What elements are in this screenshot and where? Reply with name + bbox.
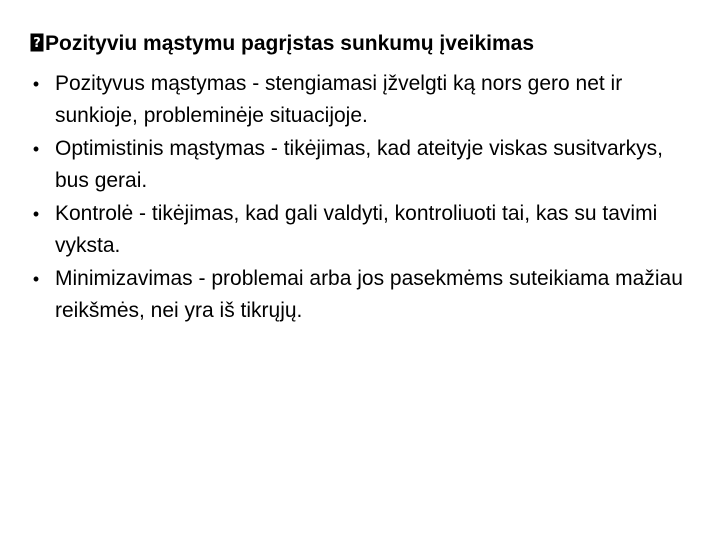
bullet-item-control [30,198,700,262]
bullet-list [30,68,700,328]
bullet-marker: • [32,139,40,159]
bullet-text: Kontrolė - tikėjimas, kad gali valdyti, kontroliuoti tai, kas su tavimi vyksta. [55,202,658,257]
bullet-marker: • [32,269,40,289]
bullet-item-minimization [30,263,700,327]
slide-title-text: Pozityviu mąstymu pagrįstas sunkumų įveikimas [45,32,535,55]
svg-text:?: ? [33,36,41,51]
bullet-marker: • [32,74,40,94]
bullet-item-positive-thinking [30,68,700,132]
bullet-text: Minimizavimas - problemai arba jos pasekmėms suteikiama mažiau reikšmės, nei yra iš tikrųjų. [55,267,683,322]
missing-glyph-icon [30,33,44,52]
bullet-marker: • [32,204,40,224]
slide-title [30,30,534,58]
bullet-text: Optimistinis mąstymas - tikėjimas, kad ateityje viskas susitvarkys, bus gerai. [55,137,663,192]
bullet-text: Pozityvus mąstymas - stengiamasi įžvelgti ką nors gero net ir sunkioje, probleminėje situacijoje. [55,72,623,127]
bullet-item-optimistic-thinking [30,133,700,197]
